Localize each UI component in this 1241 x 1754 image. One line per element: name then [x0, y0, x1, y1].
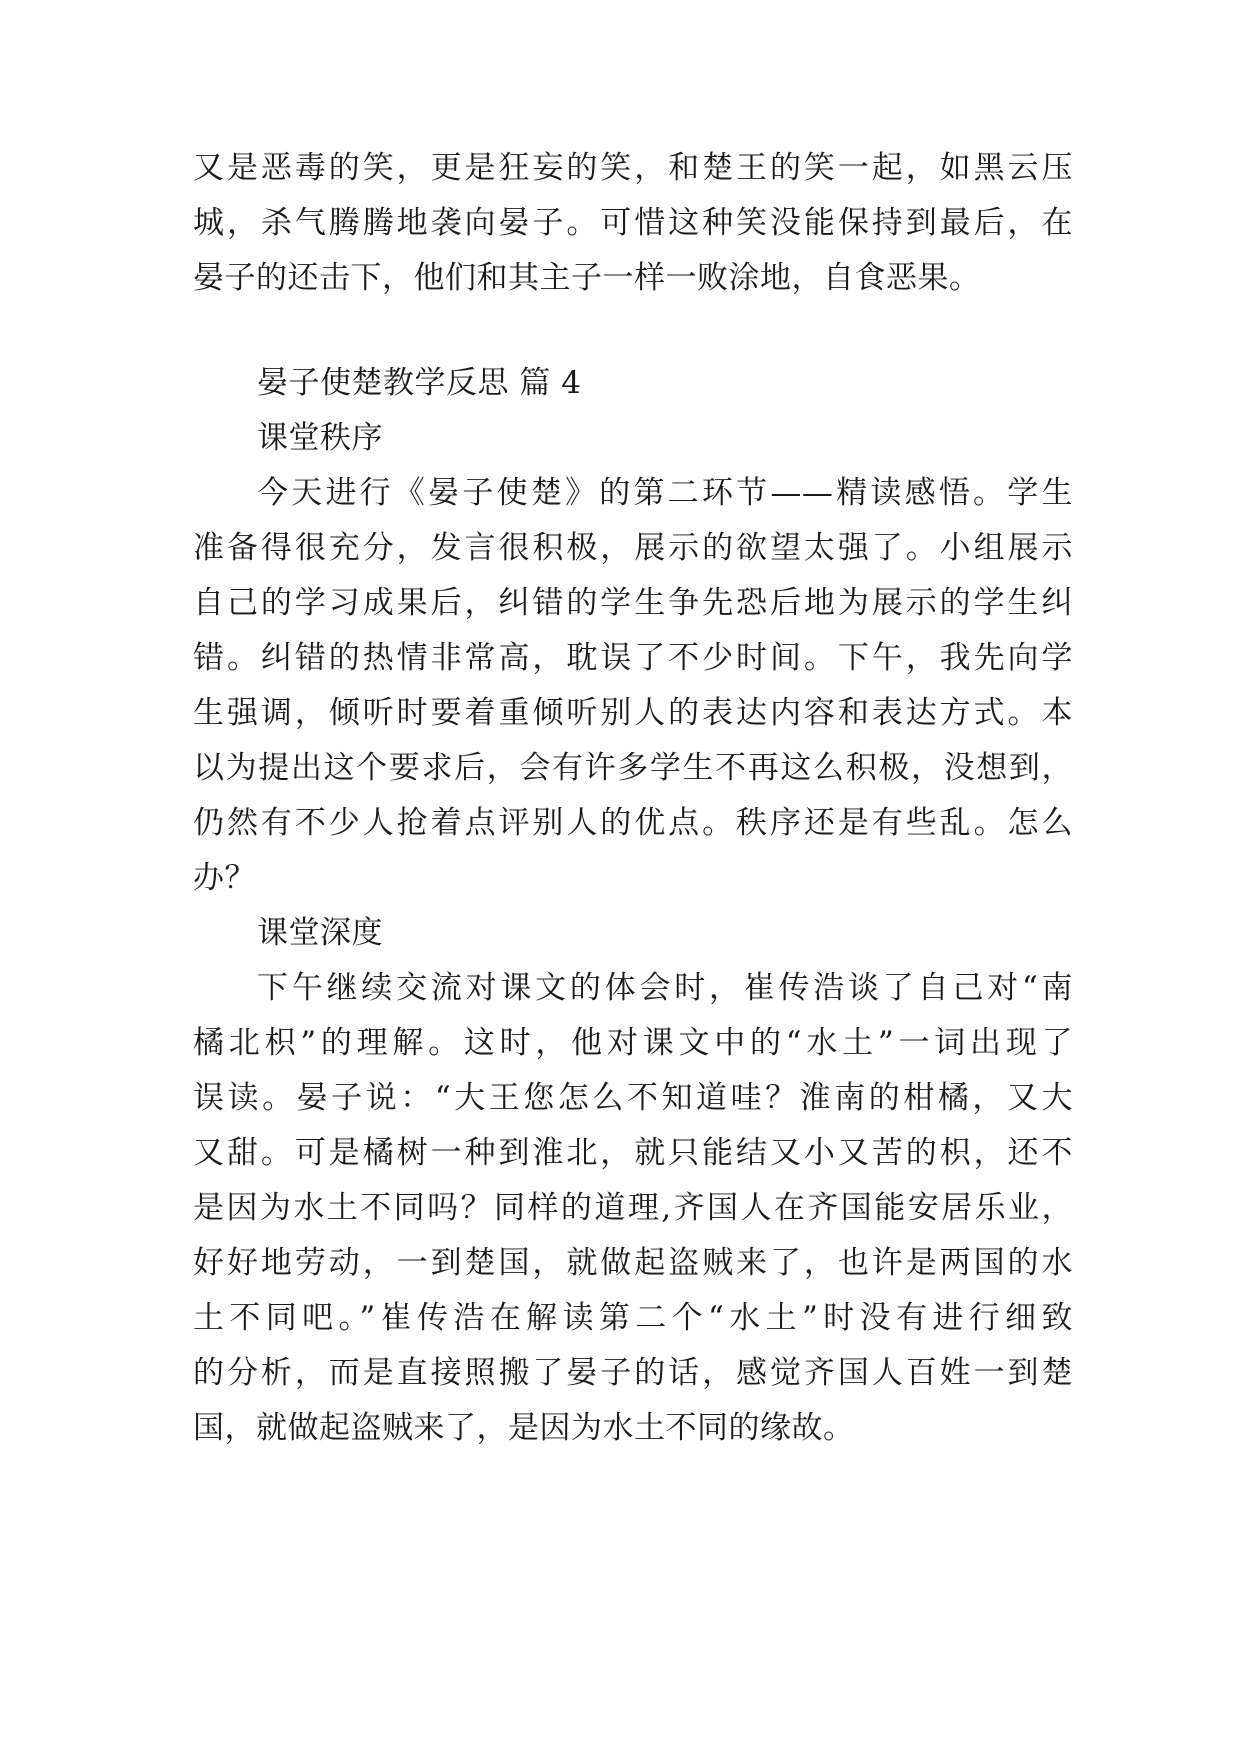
text-line: 是因为水土不同吗？同样的道理,齐国人在齐国能安居乐业， — [193, 1190, 1073, 1226]
text-line: 城，杀气腾腾地袭向晏子。可惜这种笑没能保持到最后，在 — [193, 205, 1073, 241]
text-line: 自己的学习成果后，纠错的学生争先恐后地为展示的学生纠 — [193, 585, 1073, 621]
text-line: 误读。晏子说：“大王您怎么不知道哇？淮南的柑橘，又大 — [193, 1080, 1073, 1116]
text-line: 国，就做起盗贼来了，是因为水土不同的缘故。 — [193, 1410, 855, 1446]
subheading: 课堂深度 — [257, 915, 383, 951]
text-line: 晏子的还击下，他们和其主子一样一败涂地，自食恶果。 — [193, 260, 981, 296]
text-line: 又是恶毒的笑，更是狂妄的笑，和楚王的笑一起，如黑云压 — [193, 150, 1073, 186]
text-line: 土不同吧。”崔传浩在解读第二个“水土”时没有进行细致 — [193, 1300, 1073, 1336]
text-line: 又甜。可是橘树一种到淮北，就只能结又小又苦的枳，还不 — [193, 1135, 1073, 1171]
text-line: 办？ — [193, 860, 256, 896]
section-heading: 晏子使楚教学反思 篇 4 — [257, 365, 582, 401]
text-line: 生强调，倾听时要着重倾听别人的表达内容和表达方式。本 — [193, 695, 1073, 731]
text-line: 准备得很充分，发言很积极，展示的欲望太强了。小组展示 — [193, 530, 1073, 566]
text-line: 好好地劳动，一到楚国，就做起盗贼来了，也许是两国的水 — [193, 1245, 1073, 1281]
text-line: 以为提出这个要求后，会有许多学生不再这么积极，没想到， — [193, 750, 1073, 786]
text-line: 错。纠错的热情非常高，耽误了不少时间。下午，我先向学 — [193, 640, 1073, 676]
text-line: 仍然有不少人抢着点评别人的优点。秩序还是有些乱。怎么 — [193, 805, 1073, 841]
text-line: 下午继续交流对课文的体会时，崔传浩谈了自己对“南 — [257, 970, 1073, 1006]
subheading: 课堂秩序 — [257, 420, 383, 456]
text-line: 橘北枳”的理解。这时，他对课文中的“水土”一词出现了 — [193, 1025, 1073, 1061]
text-line: 的分析，而是直接照搬了晏子的话，感觉齐国人百姓一到楚 — [193, 1355, 1073, 1391]
text-line: 今天进行《晏子使楚》的第二环节——精读感悟。学生 — [257, 475, 1073, 511]
